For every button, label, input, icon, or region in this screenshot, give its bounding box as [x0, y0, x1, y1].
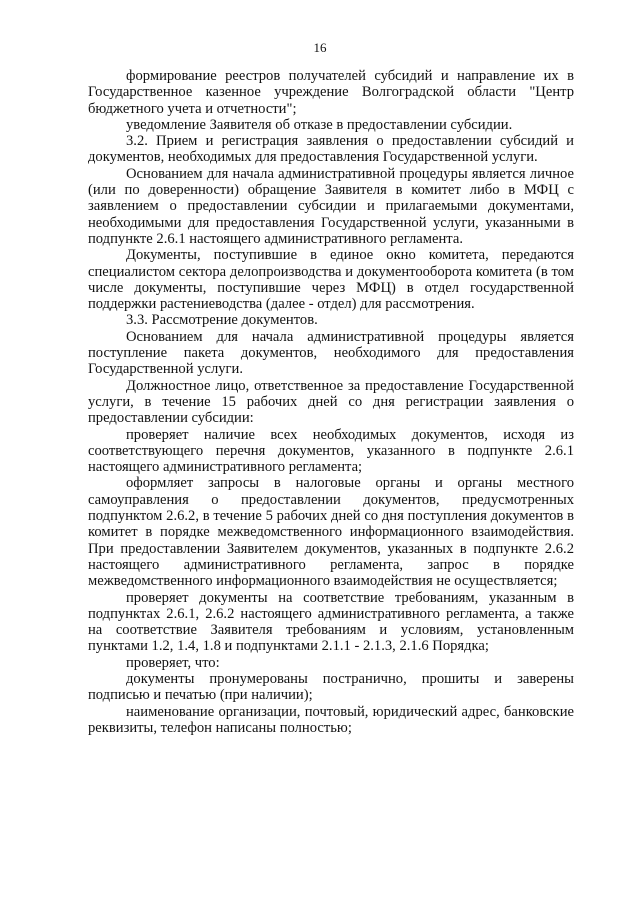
paragraph-dolzhnostnoe-litso: Должностное лицо, ответственное за предоставление Государственной услуги, в течение 15 рабочих дней со дня регистрации заявления о предоставлении субсидии: [88, 377, 574, 427]
paragraph-dokumenty-okno: Документы, поступившие в единое окно комитета, передаются специалистом сектора делопроизводства и документооборота комитета (в том числе документы, поступившие через МФЦ) в отдел государственной поддержки растениеводства (далее - отдел) для рассмотрения. [88, 247, 574, 313]
paragraph-osnovanie-3-3: Основанием для начала административной процедуры является поступление пакета документов, необходимого для предоставления Государственной услуги. [88, 328, 574, 378]
paragraph-proveryaet-chto: проверяет, что: [126, 654, 220, 671]
document-body [88, 68, 574, 736]
section-heading-3-2: 3.2. Прием и регистрация заявления о предоставлении субсидий и документов, необходимых для предоставления Государственной услуги. [88, 133, 574, 166]
page-number: 16 [313, 40, 327, 55]
paragraph-proveryaet-nalichie: проверяет наличие всех необходимых документов, исходя из соответствующего перечня документов, указанного в подпункте 2.6.1 настоящего административного регламента; [88, 426, 574, 476]
paragraph-uvedomlenie: уведомление Заявителя об отказе в предоставлении субсидии. [126, 116, 513, 133]
paragraph-proveryaet-sootvetstvie: проверяет документы на соответствие требованиям, указанным в подпунктах 2.6.1, 2.6.2 настоящего административного регламента, а также на соответствие Заявителя требованиям и условиям, установленным пунктами 1.2, 1.4, 1.8 и подпунктами 2.1.1 - 2.1.3, 2.1.6 Порядка; [88, 589, 574, 655]
paragraph-oformlyaet-zaprosy: оформляет запросы в налоговые органы и органы местного самоуправления о предоставлении документов, предусмотренных подпунктом 2.6.2, в течение 5 рабочих дней со дня поступления документов в комитет в порядке межведомственного информационного взаимодействия. При предоставлении Заявителем документов, указанных в подпункте 2.6.2 настоящего административного регламента, запрос в порядке межведомственного информационного взаимодействия не осуществляется; [88, 475, 574, 590]
paragraph-reestr: формирование реестров получателей субсидий и направление их в Государственное казенное учреждение Волгоградской области "Центр бюджетного учета и отчетности"; [88, 68, 574, 117]
section-heading-3-3: 3.3. Рассмотрение документов. [126, 312, 318, 329]
paragraph-pronumerovany: документы пронумерованы постранично, прошиты и заверены подписью и печатью (при наличии); [88, 670, 574, 704]
paragraph-osnovanie-3-2: Основанием для начала административной процедуры является личное (или по доверенности) обращение Заявителя в комитет либо в МФЦ с заявлением о предоставлении субсидии и прилагаемыми документами, необходимыми для предоставления Государственной услуги, указанными в подпункте 2.6.1 настоящего административного регламента. [88, 165, 574, 247]
paragraph-naimenovanie: наименование организации, почтовый, юридический адрес, банковские реквизиты, телефон написаны полностью; [88, 703, 574, 736]
